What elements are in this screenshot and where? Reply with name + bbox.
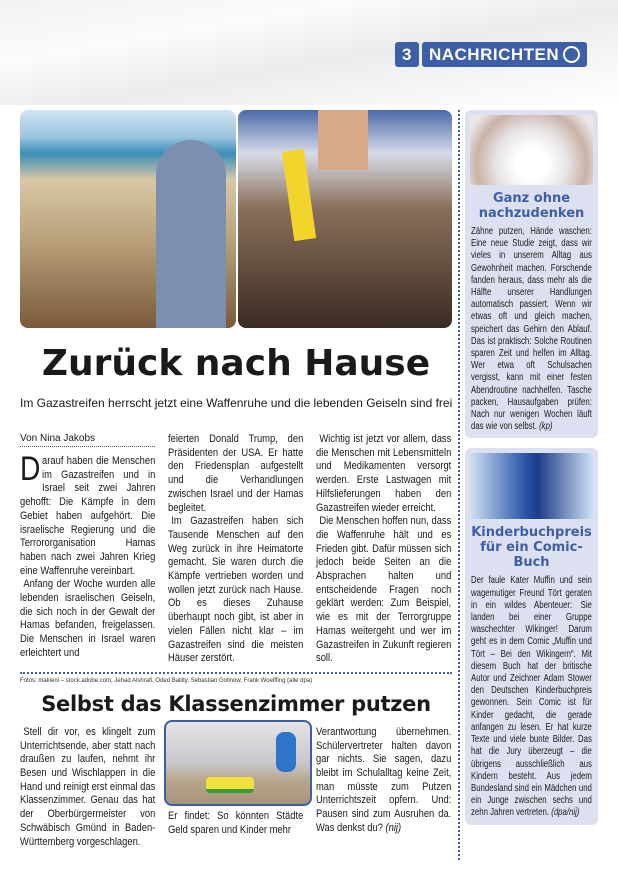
paragraph: Er findet: So könnten Städte Geld sparen und Kinder mehr [168,809,304,836]
section-label [422,42,587,67]
column-divider [458,110,460,860]
yellow-sponge [206,777,254,793]
sidebar-heading: Ganz ohne nachzudenken [478,191,585,221]
paragraph: Im Gazastreifen haben sich Tausende Menschen auf den Weg zurück in ihre Heimatorte gemacht. Sie waren durch die Kämpfe vertrieben worden und wollen jetzt zurück nach Hause. Ob es dieses Zuhause überhaupt noch gibt, ist aber in vielen Fällen nicht klar – im Gazastreifen sind die meisten Häuser zerstört. [168,515,304,665]
person-figure [156,140,226,328]
author-award-photo [470,453,593,519]
israel-celebration-photo [238,110,452,328]
author-sign: (nij) [385,821,402,834]
drop-cap: D [20,450,41,488]
article-column-2 [168,433,303,666]
section-title: NACHRICHTEN [428,45,560,64]
paragraph: Anfang der Woche wurden alle lebenden israelischen Geiseln, die sich noch in der Gewalt der Hamas befanden, freigelassen. Die Menschen in Israel waren erleichtert und [20,578,156,659]
byline: Von Nina Jakobs [20,433,155,447]
article-column-3 [316,433,451,666]
second-column-3 [316,726,451,849]
photo-credit: Fotos: makieni – stock.adobe.com; Jehad Alshrafi, Oded Balilty, Sebastian Gollnow, Frank Woelffing (alle dpa) [20,672,452,684]
paragraph: Stell dir vor, es klingelt zum Unterrichtsende, aber statt nach draußen zu laufen, nehmt ihr Besen und Wischlappen in die Hand und reinigt erst einmal das Klassenzimmer. Genau das hat der Oberbürgermeister von Schwäbisch Gmünd in Baden-Württemberg vorgeschlagen. [20,725,156,848]
author-sign: (kp) [539,421,553,433]
second-headline: Selbst das Klassenzimmer putzen [41,691,431,716]
sidebar-box-habits [465,110,598,438]
trump-poster [318,110,368,170]
section-badge [395,42,587,67]
yellow-flag [282,149,316,241]
salt-hands-photo [470,115,593,185]
main-headline: Zurück nach Hause [41,343,431,384]
blue-bag [276,732,296,772]
sidebar-text [471,575,592,819]
sidebar-text [471,226,592,433]
paragraph: Wichtig ist jetzt vor allem, dass die Menschen mit Lebensmitteln und Medikamenten versorgt werden. Erste Lastwagen mit Hilfslieferungen haben den Gazastreifen wieder erreicht. [316,433,452,514]
main-subtitle: Im Gazastreifen herrscht jetzt eine Waffenruhe und die lebenden Geiseln sind frei [20,396,453,410]
paragraph: Die Menschen hoffen nun, dass die Waffenruhe hält und es Frieden gibt. Dafür müssen sich jedoch beide Seiten an die Absprachen halten und entscheidende Fragen noch geklärt werden: Zum Beispiel, wie es mit der Terrorgruppe Hamas weitergeht und wer im Gazastreifen in Zukunft regieren soll. [316,515,452,665]
paragraph: feierten Donald Trump, den Präsidenten der USA. Er hatte den Friedensplan aufgestellt und die Verhandlungen zwischen Israel und der Hamas begleitet. [168,433,304,514]
page-number: 3 [395,42,419,67]
article-columns [20,433,452,666]
second-columns [20,726,452,849]
sidebar-box-bookprize [465,448,598,824]
author-sign: (dpa/nij) [551,807,580,819]
paragraph: Zähne putzen, Hände waschen: Eine neue Studie zeigt, dass wir vieles in unserem Alltag aus Gewohnheit machen. Forschende fanden heraus, dass mehr als die Hälfte unserer Handlungen automatisch passiert. Wenn wir etwas oft und gleich machen, speichert das Gehirn den Ablauf. Das ist praktisch: Solche Routinen sparen Zeit und helfen im Alltag. Wer etwa oft Schulsachen vergisst, kann mit einer festen Abendroutine nachhelfen. Tasche packen, Hausaufgaben prüfen: Nach nur wenigen Wochen läuft das wie von selbst. [471,226,592,433]
paragraph: Verantwortung übernehmen. Schülervertreter halten davon gar nichts. Sie sagen, dazu bleibt im Schulalltag keine Zeit, man müsste zum Putzen Unterrichtszeit opfern. Und: Pausen sind zum Ausruhen da. Was denkst du? [316,725,452,834]
cleaning-desk-photo [164,720,312,806]
sidebar [465,110,598,825]
paragraph: Der faule Kater Muffin und sein wagemutiger Freund Tört geraten in ein wildes Abenteuer: Sie landen bei einer Gruppe waschechter Wikinger! Darum geht es in dem Comic „Muffin und Tört – Bei den Wikingern“. Mit diesem Buch hat der britische Autor und Zeichner Adam Stower den Deutschen Kinderbuchpreis gewonnen. Sein Comic ist für Kinder gedacht, die gerade anfangen zu lesen. Er hat kurze Texte und viele bunte Bilder. Das hat die Jury überzeugt – die übrigens ausschließlich aus Kindern besteht. Aus jedem Bundesland sind ein Mädchen und ein Junge zwischen sechs und zehn Jahren vertreten. [471,575,592,819]
article-area [20,433,452,849]
article-column-1 [20,433,155,666]
globe-icon [563,46,580,63]
sidebar-heading: Kinderbuchpreis für ein Comic-Buch [471,525,592,571]
gaza-beach-photo [20,110,236,328]
second-column-2 [168,726,303,849]
second-column-1 [20,726,155,849]
paragraph: arauf haben die Menschen im Gazastreifen und in Israel seit zwei Jahren gehofft: Die Kämpfe in dem Gebiet haben aufgehört. Die israelische Regierung und die Terrororganisation Hamas haben nach zwei Jahren Krieg eine Waffenruhe vereinbart. [20,455,156,577]
